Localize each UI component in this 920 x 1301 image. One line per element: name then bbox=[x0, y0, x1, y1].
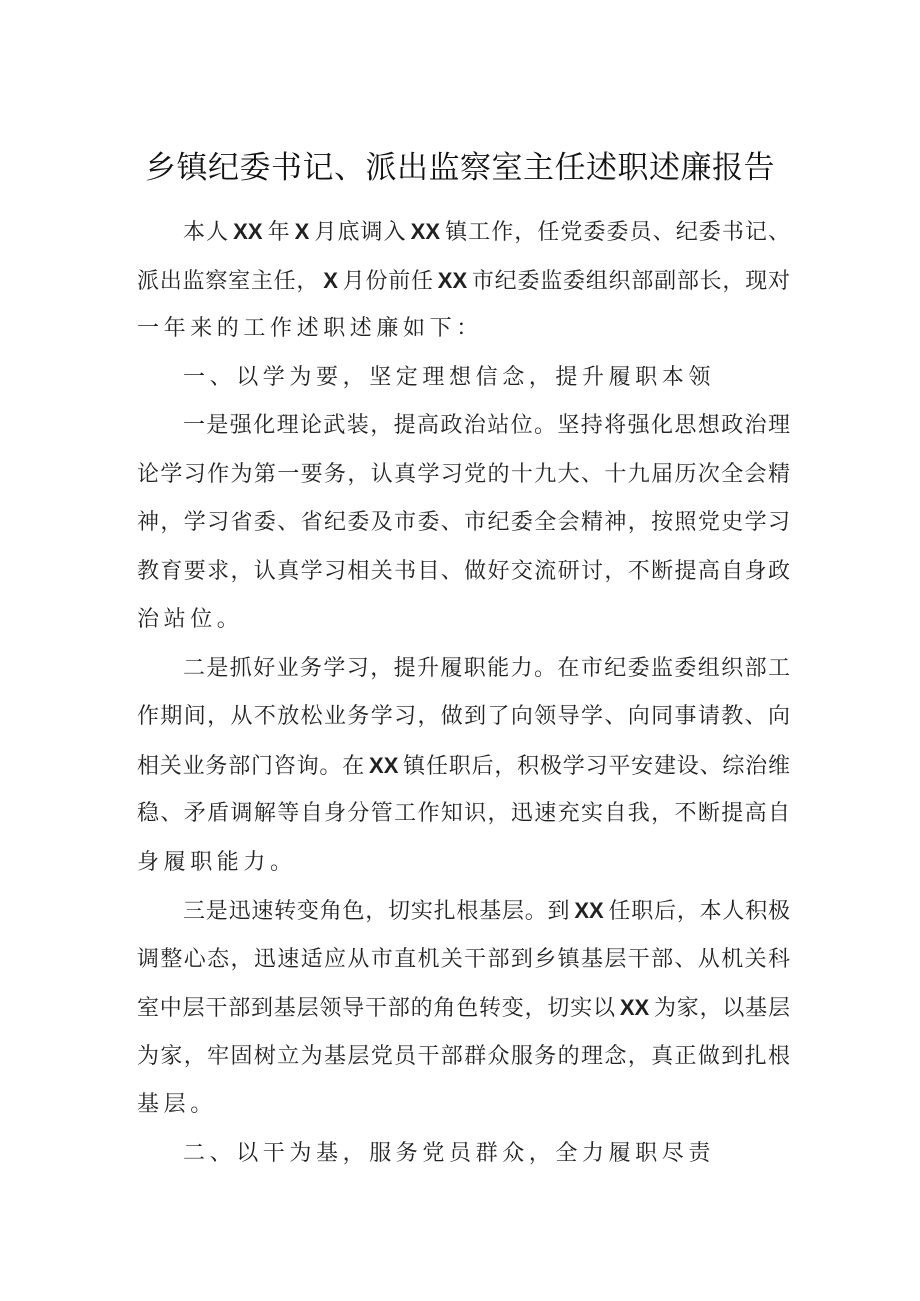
text-line: 作期间，从不放松业务学习，做到了向领导学、向同事请教、向 bbox=[137, 704, 790, 729]
placeholder-xx: XX bbox=[233, 219, 263, 244]
placeholder-xx: XX bbox=[369, 752, 399, 778]
paragraph-section-1-item-1 bbox=[137, 402, 790, 645]
section-heading-2: 二、以干为基，服务党员群众，全力履职尽责 bbox=[183, 1140, 716, 1166]
placeholder-xx: XX bbox=[619, 995, 650, 1020]
placeholder-x: X bbox=[294, 219, 310, 244]
section-heading-1: 一、以学为要，坚定理想信念，提升履职本领 bbox=[183, 364, 716, 390]
text-line: 一年来的工作述职述廉如下： bbox=[137, 316, 483, 341]
text-line: 基层。 bbox=[137, 1092, 217, 1117]
placeholder-xx: XX bbox=[410, 219, 441, 244]
text-line: 稳、矛盾调解等自身分管工作知识，迅速充实自我，不断提高自 bbox=[137, 801, 790, 826]
text-line: 身履职能力。 bbox=[137, 849, 297, 875]
document-body bbox=[137, 208, 790, 1178]
paragraph-section-1-item-2 bbox=[137, 645, 790, 888]
paragraph-section-1-item-3 bbox=[137, 887, 790, 1130]
text-line: 论学习作为第一要务，认真学习党的十九大、十九届历次全会精 bbox=[137, 461, 790, 487]
placeholder-x: X bbox=[323, 267, 338, 293]
text-line: 一是强化理论武装，提高政治站位。坚持将强化思想政治理 bbox=[183, 413, 790, 438]
text-line: 二是抓好业务学习，提升履职能力。在市纪委监委组织部工 bbox=[183, 655, 790, 681]
text-line: 相关业务部门咨询。在 XX 镇任职后，积极学习平安建设、综治维 bbox=[137, 752, 790, 779]
placeholder-xx: XX bbox=[437, 267, 468, 293]
text-line: 治站位。 bbox=[137, 607, 244, 632]
text-line: 三是迅速转变角色，切实扎根基层。到 XX 任职后，本人积极 bbox=[183, 898, 790, 924]
text-line: 为家，牢固树立为基层党员干部群众服务的理念，真正做到扎根 bbox=[137, 1043, 790, 1069]
text-line: 神，学习省委、省纪委及市委、市纪委全会精神，按照党史学习 bbox=[137, 510, 790, 535]
document-title: 乡镇纪委书记、派出监察室主任述职述廉报告 bbox=[145, 150, 775, 186]
placeholder-xx: XX bbox=[574, 898, 604, 923]
text-line: 本人 XX 年 X 月底调入 XX 镇工作，任党委委员、纪委书记、 bbox=[183, 219, 790, 245]
text-line: 调整心态，迅速适应从市直机关干部到乡镇基层干部、从机关科 bbox=[137, 946, 790, 972]
paragraph-intro bbox=[137, 208, 790, 354]
text-line: 教育要求，认真学习相关书目、做好交流研讨，不断提高自身政 bbox=[137, 558, 790, 584]
text-line: 室中层干部到基层领导干部的角色转变，切实以 XX 为家，以基层 bbox=[137, 995, 790, 1021]
text-line: 派出监察室主任， X 月份前任 XX 市纪委监委组织部副部长，现对 bbox=[137, 267, 790, 294]
